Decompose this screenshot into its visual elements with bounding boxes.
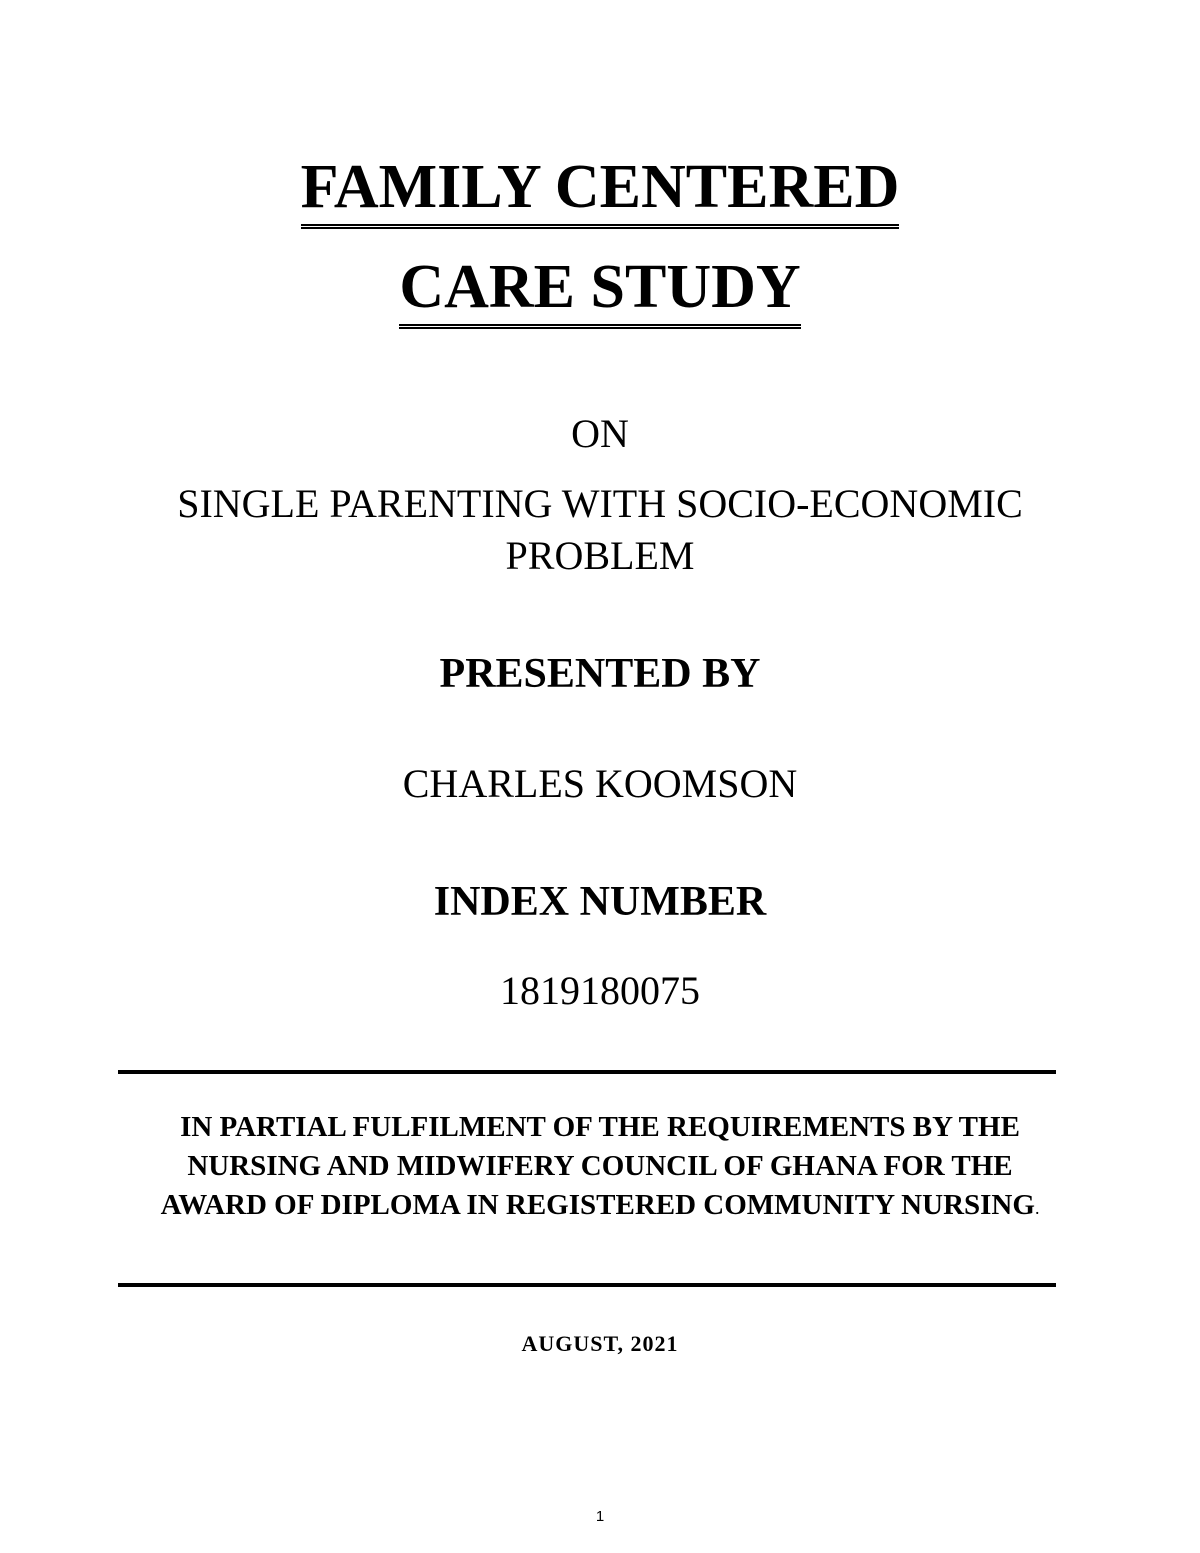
presented-by-label: PRESENTED BY [439,651,761,697]
index-number-value: 1819180075 [500,968,700,1013]
author-name: CHARLES KOOMSON [402,761,798,806]
title-line-2 [0,252,1200,329]
bottom-divider [118,1283,1056,1287]
title-line-2-text: CARE STUDY [399,256,800,329]
fulfilment-text: IN PARTIAL FULFILMENT OF THE REQUIREMENTS BY THE NURSING AND MIDWIFERY COUNCIL OF GHANA FOR THE AWARD OF DIPLOMA IN REGISTERED COMMUNITY NURSING [160,1111,1035,1221]
fulfilment-end: . [1034,1198,1040,1218]
title-line-1-text: FAMILY CENTERED [301,156,900,229]
on-label: ON [571,411,629,456]
title-line-1 [0,152,1200,229]
page-number: 1 [595,1508,605,1525]
top-divider [118,1070,1056,1074]
submission-date: AUGUST, 2021 [521,1331,679,1356]
index-number-label: INDEX NUMBER [433,879,767,925]
topic-line-1: SINGLE PARENTING WITH SOCIO-ECONOMIC [177,481,1023,526]
topic-line-2: PROBLEM [505,533,695,578]
fulfilment-statement [150,1108,1050,1228]
